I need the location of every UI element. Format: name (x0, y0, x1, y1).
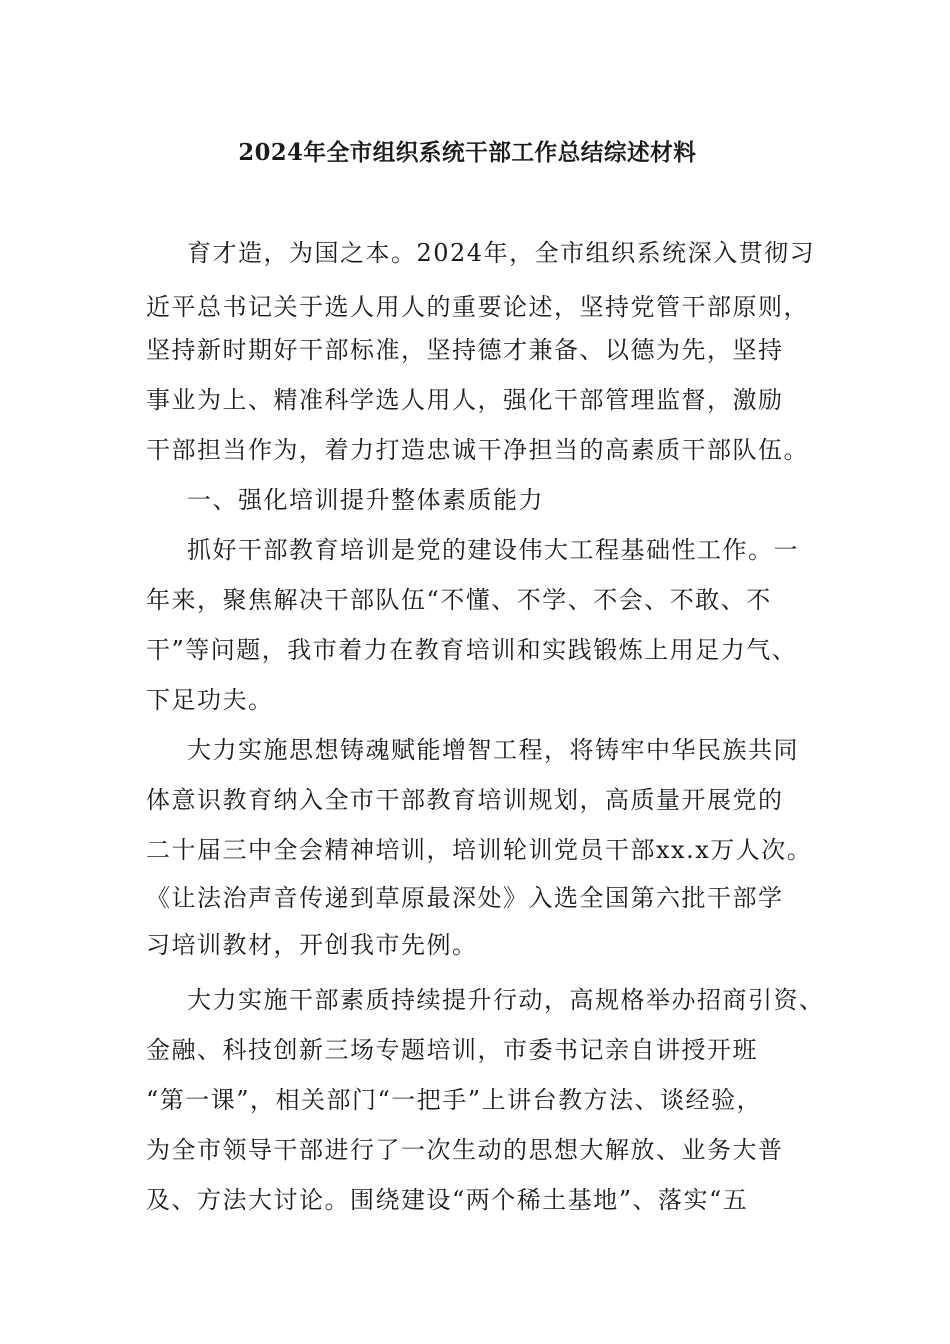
body-line: 育才造，为国之本。2024年，全市组织系统深入贯彻习 (187, 239, 816, 267)
body-line: “第一课”，相关部门“一把手”上讲台教方法、谈经验， (146, 1086, 763, 1114)
body-line: 干部担当作为，着力打造忠诚干净担当的高素质干部队伍。 (146, 436, 809, 464)
body-line: 干”等问题，我市着力在教育培训和实践锻炼上用足力气、 (146, 636, 798, 664)
body-line: 为全市领导干部进行了一次生动的思想大解放、业务大普 (146, 1136, 784, 1164)
body-line: 大力实施干部素质持续提升行动，高规格举办招商引资、 (187, 986, 825, 1014)
body-line: 近平总书记关于选人用人的重要论述，坚持党管干部原则， (146, 293, 809, 321)
body-line: 及、方法大讨论。围绕建设“两个稀土基地”、落实“五 (146, 1186, 749, 1214)
body-line: 金融、科技创新三场专题培训，市委书记亲自讲授开班 (146, 1036, 758, 1064)
document-title: 2024年全市组织系统干部工作总结综述材料 (238, 139, 697, 166)
body-line: 下足功夫。 (146, 686, 274, 714)
body-line: 事业为上、精准科学选人用人，强化干部管理监督，激励 (146, 386, 784, 414)
section-heading: 一、强化培训提升整体素质能力 (187, 486, 544, 514)
body-line: 二十届三中全会精神培训，培训轮训党员干部xx.x万人次。 (146, 836, 813, 864)
body-line: 年来，聚焦解决干部队伍“不懂、不学、不会、不敢、不 (146, 586, 772, 614)
body-line: 习培训教材，开创我市先例。 (146, 931, 478, 959)
body-line: 大力实施思想铸魂赋能增智工程，将铸牢中华民族共同 (187, 736, 799, 764)
body-line: 抓好干部教育培训是党的建设伟大工程基础性工作。一 (187, 536, 799, 564)
body-line: 体意识教育纳入全市干部教育培训规划，高质量开展党的 (146, 786, 784, 814)
body-line: 坚持新时期好干部标准，坚持德才兼备、以德为先，坚持 (146, 336, 784, 364)
body-line: 《让法治声音传递到草原最深处》入选全国第六批干部学 (146, 884, 784, 912)
